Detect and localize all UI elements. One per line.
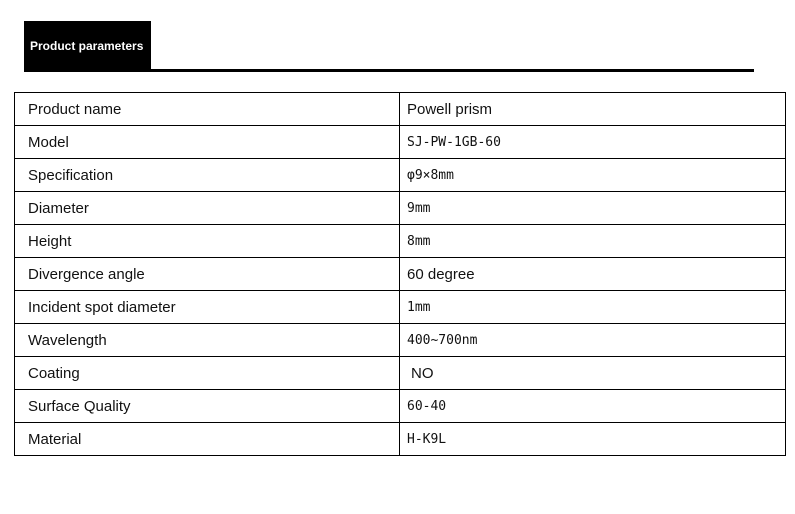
product-parameters-table <box>14 92 786 456</box>
header-divider <box>24 69 754 72</box>
param-value: φ9×8mm <box>400 159 786 192</box>
table-row <box>15 225 786 258</box>
param-label: Coating <box>15 357 400 390</box>
param-label: Divergence angle <box>15 258 400 291</box>
param-label: Material <box>15 423 400 456</box>
table-row <box>15 390 786 423</box>
param-value: 9mm <box>400 192 786 225</box>
param-label: Wavelength <box>15 324 400 357</box>
section-title: Product parameters <box>24 21 151 71</box>
param-label: Model <box>15 126 400 159</box>
table-row <box>15 159 786 192</box>
param-value: 400~700nm <box>400 324 786 357</box>
param-label: Surface Quality <box>15 390 400 423</box>
table-row <box>15 423 786 456</box>
table-row <box>15 291 786 324</box>
param-value: NO <box>400 357 786 390</box>
table-row <box>15 192 786 225</box>
param-value: 8mm <box>400 225 786 258</box>
table-row <box>15 324 786 357</box>
param-value: SJ-PW-1GB-60 <box>400 126 786 159</box>
param-value: 60 degree <box>400 258 786 291</box>
param-label: Diameter <box>15 192 400 225</box>
param-value: 60-40 <box>400 390 786 423</box>
table-row <box>15 93 786 126</box>
table-row <box>15 357 786 390</box>
param-value: Powell prism <box>400 93 786 126</box>
param-label: Incident spot diameter <box>15 291 400 324</box>
param-value: H-K9L <box>400 423 786 456</box>
param-label: Specification <box>15 159 400 192</box>
table-row <box>15 258 786 291</box>
param-label: Product name <box>15 93 400 126</box>
table-row <box>15 126 786 159</box>
param-label: Height <box>15 225 400 258</box>
param-value: 1mm <box>400 291 786 324</box>
